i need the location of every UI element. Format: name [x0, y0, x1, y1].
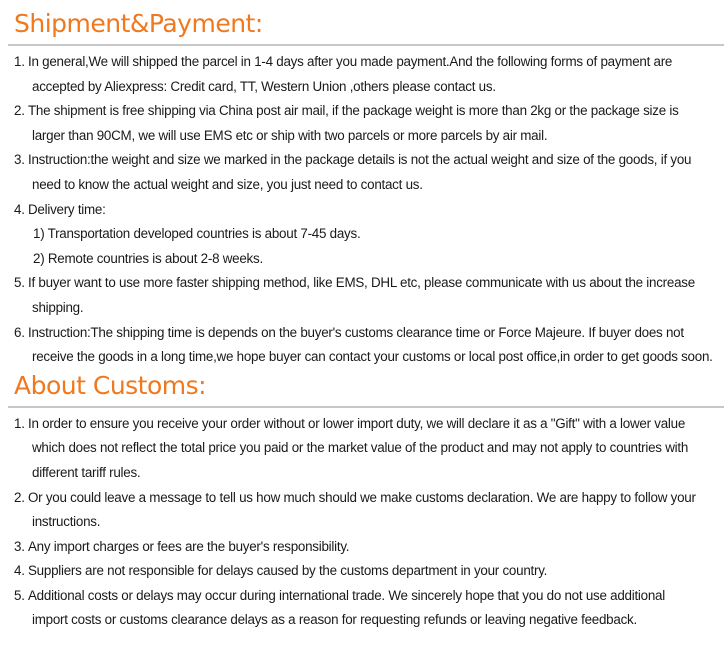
about-customs-heading: About Customs: — [14, 370, 207, 400]
list-item — [14, 584, 718, 633]
item-text: Instruction:the weight and size we marked in the package details is not the actual weight and size of the goods, if you — [28, 152, 692, 168]
list-item — [14, 535, 718, 560]
item-text: which does not reflect the total price you paid or the market value of the product and may not apply to countries with — [32, 440, 689, 456]
item-text: Or you could leave a message to tell us how much should we make customs declaration. We are happy to follow your — [28, 489, 696, 505]
list-item — [14, 271, 718, 320]
item-text: Instruction:The shipping time is depends on the buyer's customs clearance time or Force Majeure. If buyer does not — [28, 324, 684, 340]
item-text: In order to ensure you receive your order without or lower import duty, we will declare it as a "Gift" with a lower value — [28, 415, 686, 431]
shipment-payment-heading: Shipment&Payment: — [14, 9, 263, 38]
shipment-list — [14, 50, 718, 370]
section-divider — [8, 406, 724, 408]
item-text: need to know the actual weight and size, you just need to contact us. — [32, 176, 423, 192]
item-number: 1. — [14, 54, 25, 69]
delivery-time-subitem: 1) Transportation developed countries is about 7-45 days. — [33, 226, 361, 242]
item-text: Any import charges or fees are the buyer's responsibility. — [28, 538, 350, 554]
list-item — [14, 99, 718, 148]
list-item — [14, 50, 718, 99]
item-text: different tariff rules. — [32, 464, 141, 480]
list-item — [14, 412, 718, 486]
item-text: Delivery time: — [28, 201, 106, 217]
item-number: 4. — [14, 563, 25, 579]
item-text: If buyer want to use more faster shipping method, like EMS, DHL etc, please communicate with us about the increase — [28, 275, 695, 291]
list-item — [14, 559, 718, 584]
item-number: 5. — [14, 275, 25, 291]
item-text: In general,We will shipped the parcel in 1-4 days after you made payment.And the following forms of payment are — [28, 54, 673, 69]
list-item — [14, 148, 718, 197]
item-text: larger than 90CM, we will use EMS etc or ship with two parcels or more parcels by air mail. — [32, 127, 548, 143]
item-text: The shipment is free shipping via China post air mail, if the package weight is more than 2kg or the package size is — [28, 103, 679, 119]
item-number: 2. — [14, 489, 25, 505]
item-text: import costs or customs clearance delays as a reason for requesting refunds or leaving negative feedback. — [32, 612, 637, 628]
item-text: Suppliers are not responsible for delays caused by the customs department in your country. — [28, 563, 548, 579]
item-number: 1. — [14, 415, 25, 431]
item-number: 5. — [14, 587, 25, 603]
item-text: Additional costs or delays may occur during international trade. We sincerely hope that you do not use additional — [28, 587, 665, 603]
list-item — [14, 198, 718, 272]
item-number: 3. — [14, 152, 25, 168]
item-text: accepted by Aliexpress: Credit card, TT, Western Union ,others please contact us. — [32, 78, 496, 94]
item-number: 2. — [14, 103, 25, 119]
item-number: 3. — [14, 538, 25, 554]
item-number: 6. — [14, 324, 25, 340]
section-divider — [8, 44, 724, 46]
item-number: 4. — [14, 201, 25, 217]
item-text: instructions. — [32, 514, 101, 530]
list-item — [14, 321, 718, 370]
customs-list — [14, 412, 718, 633]
item-text: shipping. — [32, 299, 84, 315]
list-item — [14, 486, 718, 535]
delivery-time-subitem: 2) Remote countries is about 2-8 weeks. — [33, 250, 263, 266]
item-text: receive the goods in a long time,we hope buyer can contact your customs or local post office,in order to get goods soon. — [32, 349, 713, 365]
customs-section — [14, 370, 718, 633]
